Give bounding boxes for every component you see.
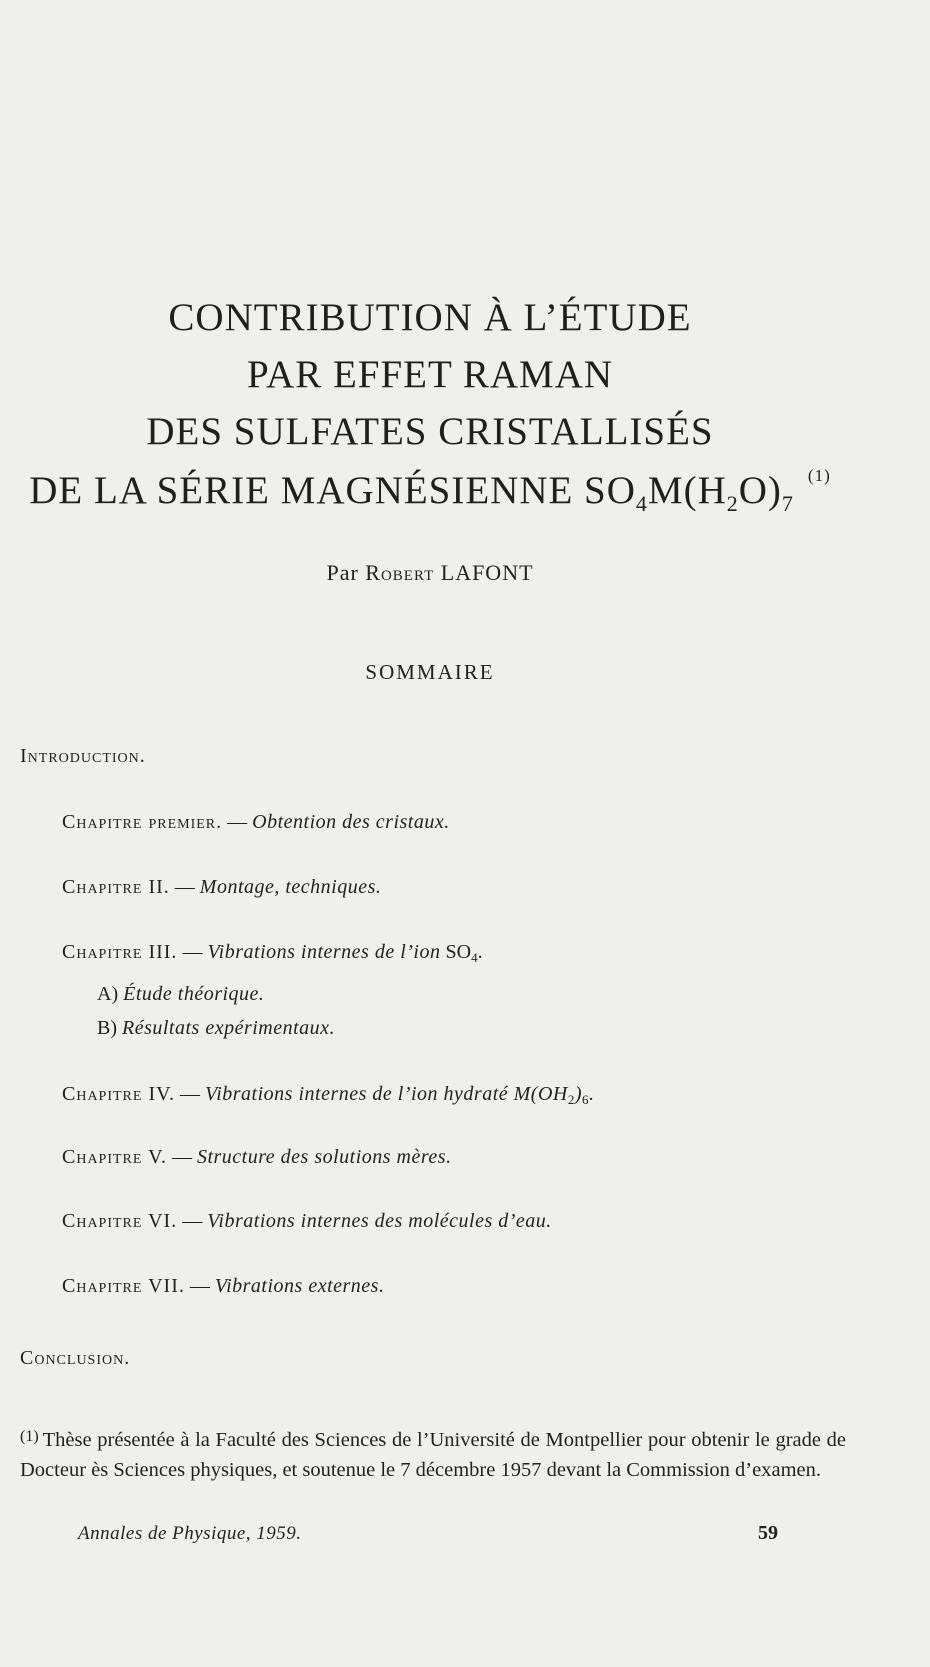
toc-chapter-2-sep: —	[174, 876, 195, 898]
footnote	[20, 1422, 846, 1485]
title-subscript-4: 4	[635, 491, 648, 516]
title-line-4-paren: O)	[738, 469, 782, 512]
toc-chapter-3-a	[97, 983, 264, 1006]
title-subscript-2: 2	[726, 491, 739, 516]
page-number: 59	[758, 1522, 778, 1544]
toc-chapter-4	[62, 1083, 595, 1108]
toc-chapter-6-label: Chapitre VI.	[62, 1210, 178, 1232]
title-line-4-prefix: DE LA SÉRIE MAGNÉSIENNE SO	[29, 469, 636, 512]
sommaire-heading: SOMMAIRE	[365, 660, 495, 684]
toc-chapter-1-sep: —	[227, 811, 248, 833]
title-line-2: PAR EFFET RAMAN	[246, 353, 614, 396]
title-subscript-7: 7	[781, 491, 794, 516]
journal-reference: Annales de Physique, 1959.	[78, 1523, 302, 1544]
toc-chapter-3-b	[97, 1017, 335, 1040]
toc-chapter-4-sub-6: 6	[582, 1092, 590, 1107]
toc-introduction-label: Introduction.	[20, 745, 146, 767]
toc-chapter-3-b-title: Résultats expérimentaux.	[122, 1017, 336, 1039]
toc-chapter-3-formula: SO	[445, 941, 472, 963]
title-line-4-mid: M(H	[647, 469, 727, 512]
author-prefix: Par	[326, 560, 359, 585]
footnote-mark: (1)	[20, 1428, 39, 1445]
toc-chapter-5-title: Structure des solutions mères.	[196, 1146, 452, 1168]
title-footnote-mark: (1)	[807, 466, 831, 485]
title-line-1: CONTRIBUTION À L’ÉTUDE	[168, 296, 692, 339]
toc-chapter-1-label: Chapitre premier.	[62, 811, 223, 833]
toc-chapter-3-end: .	[477, 941, 483, 963]
title-line-3: DES SULFATES CRISTALLISÉS	[146, 410, 714, 453]
toc-chapter-2	[62, 876, 381, 899]
toc-chapter-4-title-close: )	[574, 1083, 583, 1105]
toc-chapter-7-label: Chapitre VII.	[62, 1275, 185, 1297]
toc-chapter-3-b-letter: B)	[97, 1017, 117, 1039]
toc-chapter-2-label: Chapitre II.	[62, 876, 170, 898]
author-first-name: Robert	[365, 560, 435, 585]
toc-chapter-2-title: Montage, techniques.	[199, 876, 382, 898]
toc-chapter-7	[62, 1275, 384, 1298]
toc-chapter-3-sep: —	[182, 941, 203, 963]
toc-chapter-4-sub-2: 2	[567, 1092, 575, 1107]
toc-chapter-3-a-letter: A)	[97, 983, 119, 1005]
toc-chapter-3-label: Chapitre III.	[62, 941, 178, 963]
toc-chapter-3-title: Vibrations internes de l’ion	[207, 941, 441, 963]
toc-chapter-4-sep: —	[179, 1083, 200, 1105]
toc-chapter-4-title-main: Vibrations internes de l’ion hydraté M(OH	[204, 1083, 568, 1105]
toc-chapter-6	[62, 1210, 552, 1233]
toc-chapter-4-label: Chapitre IV.	[62, 1083, 175, 1105]
toc-chapter-3-formula-sub: 4	[471, 950, 478, 965]
toc-chapter-7-title: Vibrations externes.	[214, 1275, 385, 1297]
author-line	[0, 560, 860, 586]
toc-chapter-5-label: Chapitre V.	[62, 1146, 167, 1168]
toc-chapter-5-sep: —	[171, 1146, 192, 1168]
toc-chapter-4-end: .	[589, 1083, 595, 1105]
toc-chapter-3-a-title: Étude théorique.	[123, 983, 265, 1005]
toc-chapter-3	[62, 941, 483, 966]
toc-conclusion	[20, 1347, 130, 1370]
toc-chapter-6-title: Vibrations internes des molécules d’eau.	[207, 1210, 552, 1232]
title-line-4	[0, 466, 860, 517]
toc-introduction	[20, 745, 146, 768]
toc-chapter-1	[62, 811, 450, 834]
author-last-name: LAFONT	[440, 560, 534, 585]
toc-chapter-6-sep: —	[182, 1210, 203, 1232]
toc-chapter-7-sep: —	[189, 1275, 210, 1297]
toc-conclusion-label: Conclusion.	[20, 1347, 131, 1369]
toc-chapter-4-title	[205, 1083, 595, 1105]
footnote-text: Thèse présentée à la Faculté des Sciences de l’Université de Montpellier pour obtenir le grade de Docteur ès Sciences physiques, et soutenue le 7 décembre 1957 devant la Commission d’examen.	[20, 1429, 846, 1481]
toc-chapter-1-title: Obtention des cristaux.	[252, 811, 450, 833]
toc-chapter-5	[62, 1146, 452, 1169]
